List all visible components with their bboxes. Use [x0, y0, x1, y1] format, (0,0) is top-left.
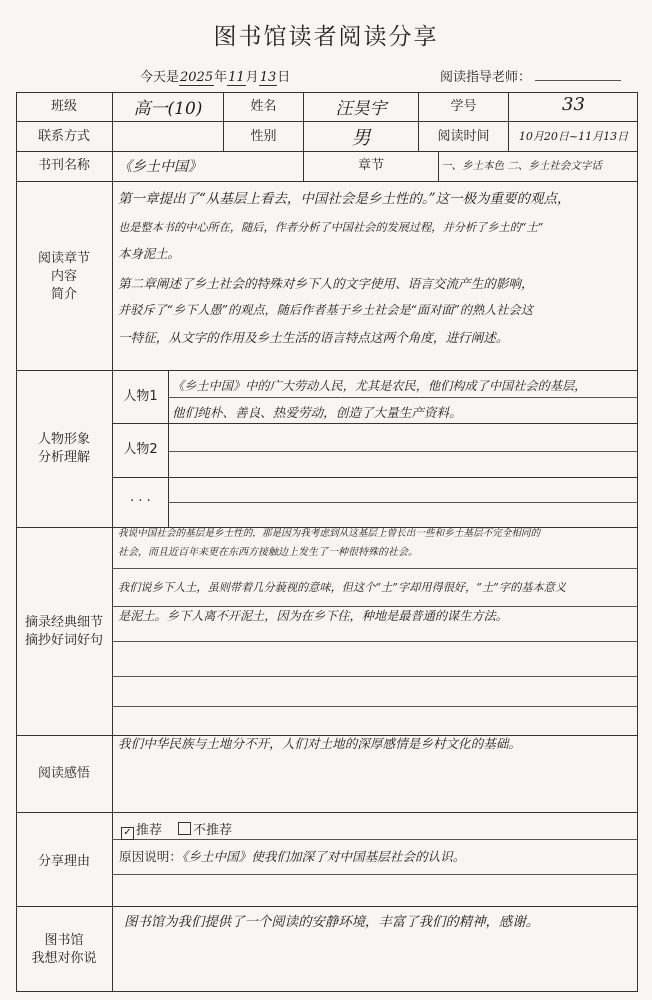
feeling-text[interactable]: 我们中华民族与土地分不开，人们对土地的深厚感情是乡村文化的基础。	[118, 736, 521, 751]
library-note[interactable]: 图书馆为我们提供了一个阅读的安静环境，丰富了我们的精神，感谢。	[124, 915, 540, 930]
reason-text: 《乡土中国》使我们加深了对中国基层社会的认识。	[181, 849, 466, 864]
library-label-line1: 图书馆	[44, 933, 84, 948]
month-label: 月	[245, 70, 259, 85]
person1-line[interactable]: 他们纯朴、善良、热爱劳动，创造了大量生产资料。	[172, 405, 462, 420]
day-label: 日	[277, 70, 291, 85]
library-label	[16, 932, 112, 968]
excerpt-line[interactable]: 我说中国社会的基层是乡土性的，那是因为我考虑到从这基层上曾长出一些和乡土基层不完全相同的	[118, 528, 541, 539]
person1-label: 人物1	[123, 389, 158, 404]
reason-label: 分享理由	[37, 854, 90, 869]
excerpt-label-line1: 摘录经典细节	[24, 615, 103, 630]
excerpt-line[interactable]: 社会，而且近百年来更在东西方接触边上发生了一种很特殊的社会。	[118, 547, 418, 558]
date-prefix: 今天是	[140, 70, 180, 85]
excerpt-label-line2: 摘抄好词好句	[24, 633, 103, 648]
character-label-line2: 分析理解	[37, 450, 90, 465]
reading-time-label: 阅读时间	[437, 129, 490, 144]
class-label: 班级	[50, 99, 77, 114]
student-id-label: 学号	[450, 99, 477, 114]
gender-label: 性别	[250, 129, 277, 144]
not-recommend-option-label: 不推荐	[193, 823, 233, 838]
recommend-checkbox[interactable]: ✓	[121, 827, 134, 840]
summary-line: 第二章阐述了乡土社会的特殊对乡下人的文字使用、语言交流产生的影响，	[118, 276, 534, 291]
teacher-blank[interactable]	[535, 80, 621, 81]
day-value: 13	[259, 70, 277, 85]
chapter-value[interactable]: 一、乡土本色 二、乡土社会文字话	[441, 160, 602, 172]
teacher-label: 阅读指导老师：	[440, 70, 532, 85]
gender-value[interactable]: 男	[351, 127, 371, 149]
summary-label	[16, 250, 112, 304]
book-title-value[interactable]: 《乡土中国》	[118, 159, 202, 175]
name-value[interactable]: 汪昊宇	[335, 99, 387, 119]
excerpt-label	[16, 614, 112, 650]
excerpt-line[interactable]: 我们说乡下人土，虽则带着几分藐视的意味，但这个“土”字却用得很好，“土”字的基本意义	[118, 581, 567, 594]
person2-label: 人物2	[123, 442, 158, 457]
feeling-label: 阅读感悟	[37, 766, 90, 781]
page-title: 图书馆读者阅读分享	[213, 24, 439, 50]
summary-label-line1: 阅读章节	[37, 251, 90, 266]
month-value: 11	[228, 70, 245, 85]
student-id-value[interactable]: 33	[562, 94, 585, 115]
excerpt-line[interactable]: 是泥土。乡下人离不开泥土，因为在乡下住，种地是最普通的谋生方法。	[118, 609, 508, 623]
summary-line: 一特征，从文字的作用及乡土生活的语言特点这两个角度，进行阐述。	[118, 330, 509, 345]
recommend-options	[121, 819, 232, 840]
person1-line[interactable]: 《乡土中国》中的广大劳动人民，尤其是农民，他们构成了中国社会的基层，	[172, 379, 587, 393]
summary-line: 并驳斥了“乡下人愚”的观点，随后作者基于乡土社会是“面对面”的熟人社会这	[118, 303, 533, 317]
more-persons-label: · · ·	[130, 494, 151, 509]
reason-prefix: 原因说明：	[119, 849, 182, 864]
teacher-field	[440, 66, 621, 85]
year-value: 2025	[180, 70, 214, 85]
recommend-option-label: 推荐	[136, 823, 163, 838]
book-title-label: 书刊名称	[37, 158, 90, 173]
not-recommend-checkbox[interactable]	[178, 822, 191, 835]
recommend-option[interactable]	[121, 823, 162, 838]
contact-label: 联系方式	[37, 129, 90, 144]
character-label	[16, 431, 112, 467]
reason-field[interactable]	[119, 846, 465, 865]
not-recommend-option[interactable]	[178, 823, 232, 838]
chapter-label: 章节	[357, 158, 384, 173]
summary-label-line2: 内容	[50, 269, 77, 284]
summary-line: 本身泥土。	[118, 246, 180, 261]
class-value[interactable]: 高一(10)	[133, 99, 203, 119]
character-label-line1: 人物形象	[37, 432, 90, 447]
reading-time-value[interactable]: 10月20日~11月13日	[518, 130, 629, 143]
summary-line: 第一章提出了“从基层上看去，中国社会是乡土性的。”这一极为重要的观点，	[118, 191, 571, 207]
summary-line: 也是整本书的中心所在，随后，作者分析了中国社会的发展过程，并分析了乡土的“土”	[118, 221, 544, 234]
date-line	[140, 66, 290, 85]
library-label-line2: 我想对你说	[31, 951, 97, 966]
year-label: 年	[214, 70, 228, 85]
summary-label-line3: 简介	[50, 287, 77, 302]
name-label: 姓名	[250, 99, 277, 114]
